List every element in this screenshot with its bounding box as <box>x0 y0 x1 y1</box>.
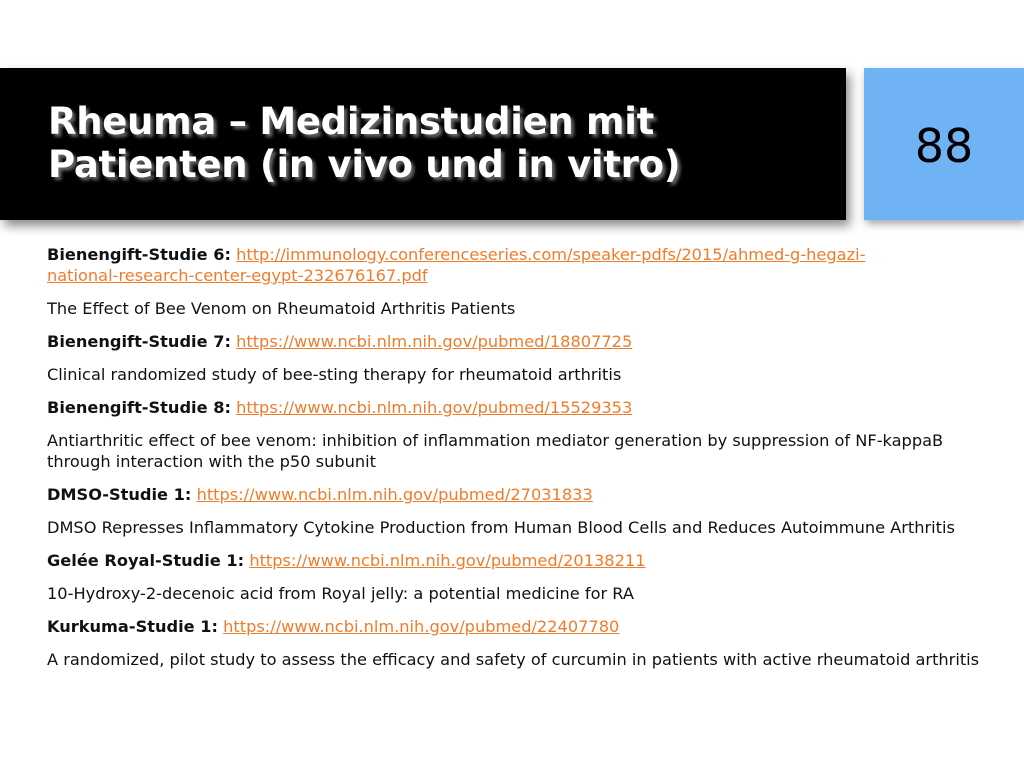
slide-title <box>48 100 828 186</box>
study-description: 10-Hydroxy-2-decenoic acid from Royal jelly: a potential medicine for RA <box>47 584 634 603</box>
study-label: Kurkuma-Studie 1: <box>47 617 218 636</box>
slide-title-line-2: Patienten (in vivo und in vitro) <box>48 143 681 186</box>
study-link[interactable]: https://www.ncbi.nlm.nih.gov/pubmed/27031833 <box>196 485 593 504</box>
study-heading <box>47 244 987 286</box>
study-heading <box>47 397 987 418</box>
page-number: 88 <box>914 119 974 173</box>
study-label: DMSO-Studie 1: <box>47 485 192 504</box>
study-list <box>47 244 987 682</box>
study-heading <box>47 484 987 505</box>
study-label: Bienengift-Studie 7: <box>47 332 231 351</box>
study-heading <box>47 331 987 352</box>
study-description: Clinical randomized study of bee-sting therapy for rheumatoid arthritis <box>47 365 622 384</box>
study-description: A randomized, pilot study to assess the efficacy and safety of curcumin in patients with active rheumatoid arthritis <box>47 650 980 669</box>
study-label: Gelée Royal-Studie 1: <box>47 551 245 570</box>
study-link-line-2: national-research-center-egypt-232676167.pdf <box>47 266 428 285</box>
study-description: The Effect of Bee Venom on Rheumatoid Arthritis Patients <box>47 299 516 318</box>
study-link-line-1: http://immunology.conferenceseries.com/speaker-pdfs/2015/ahmed-g-hegazi- <box>236 245 866 264</box>
slide-title-line-1: Rheuma – Medizinstudien mit <box>48 100 655 143</box>
study-heading <box>47 550 987 571</box>
study-description: DMSO Represses Inflammatory Cytokine Production from Human Blood Cells and Reduces Autoimmune Arthritis <box>47 518 955 537</box>
study-link[interactable]: https://www.ncbi.nlm.nih.gov/pubmed/15529353 <box>236 398 633 417</box>
study-label: Bienengift-Studie 6: <box>47 245 231 264</box>
study-link[interactable]: https://www.ncbi.nlm.nih.gov/pubmed/22407780 <box>223 617 620 636</box>
study-description: Antiarthritic effect of bee venom: inhibition of inflammation mediator generation by suppression of NF-kappaB through interaction with the p50 subunit <box>47 431 944 471</box>
study-heading <box>47 616 987 637</box>
study-link[interactable]: https://www.ncbi.nlm.nih.gov/pubmed/20138211 <box>249 551 646 570</box>
study-link[interactable]: https://www.ncbi.nlm.nih.gov/pubmed/18807725 <box>236 332 633 351</box>
study-label: Bienengift-Studie 8: <box>47 398 231 417</box>
